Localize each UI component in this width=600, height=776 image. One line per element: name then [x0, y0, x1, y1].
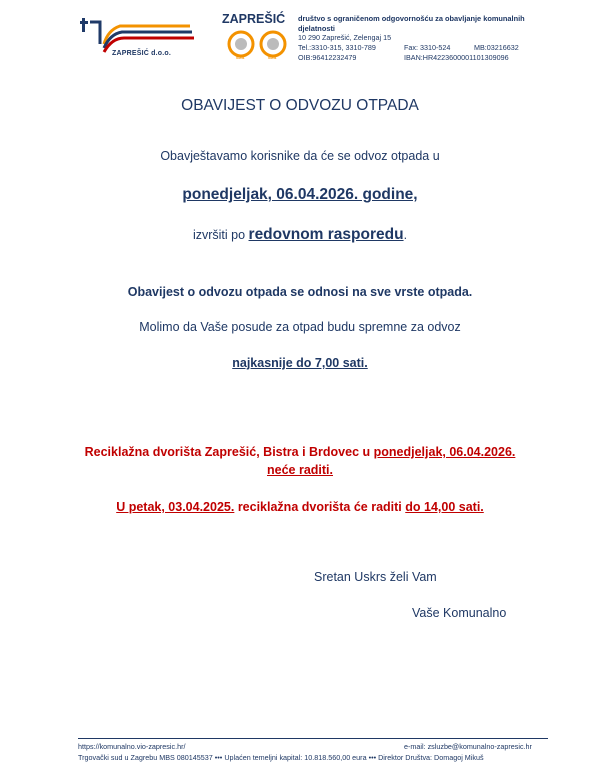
address: 10 290 Zaprešić, Zelengaj 15 [298, 33, 392, 42]
schedule-suffix: . [403, 228, 408, 242]
fax: Fax: 3310-524 [404, 43, 451, 52]
deadline-text: najkasnije do 7,00 sati. [232, 356, 368, 370]
sgs-certification-icon [227, 30, 255, 58]
signature: Vaše Komunalno [412, 606, 507, 620]
recycling-notice-line1 [0, 445, 600, 459]
friday-text: reciklažna dvorišta će raditi [234, 500, 406, 514]
cert-label: SGS [268, 55, 277, 60]
mb-number: MB:03216632 [474, 43, 519, 52]
iban: IBAN:HR4223600001101309096 [404, 53, 509, 62]
notice-title: OBAVIJEST O ODVOZU OTPADA [181, 97, 419, 114]
greeting: Sretan Uskrs želi Vam [314, 570, 437, 584]
sgs-certification-icon [259, 30, 287, 58]
footer-divider [78, 738, 548, 739]
applies-text: Obavijest o odvozu otpada se odnosi na sve vrste otpada. [127, 285, 473, 299]
telephone: Tel.:3310-315, 3310-789 [298, 43, 376, 52]
recycling-prefix: Reciklažna dvorišta Zaprešić, Bistra i Brdovec u [84, 445, 374, 459]
cert-label: SGS [236, 55, 245, 60]
email-link[interactable]: e-mail: zsluzbe@komunalno-zapresic.hr [404, 742, 532, 751]
schedule-text [0, 226, 600, 244]
schedule-emphasis: redovnom rasporedu [248, 226, 404, 243]
friday-date: U petak, 03.04.2025. [116, 500, 235, 514]
website-link[interactable]: https://komunalno.vio-zapresic.hr/ [78, 742, 186, 751]
oib-number: OIB:96412232479 [298, 53, 357, 62]
company-description: društvo s ograničenom odgovornošću za obavljanje komunalnih djelatnosti [298, 14, 525, 33]
logo-text: ZAPREŠIĆ d.o.o. [112, 50, 171, 57]
recycling-notice-line2: neće raditi. [267, 463, 333, 477]
schedule-prefix: izvršiti po [192, 228, 249, 242]
recycling-date: ponedjeljak, 06.04.2026. [373, 445, 516, 459]
collection-date: ponedjeljak, 06.04.2026. godine, [182, 186, 418, 203]
intro-text: Obavještavamo korisnike da će se odvoz otpada u [160, 149, 440, 163]
friday-time: do 14,00 sati. [405, 500, 484, 514]
brand-name: ZAPREŠIĆ [222, 12, 286, 26]
registry-info: Trgovački sud u Zagrebu MBS 080145537 ••• Uplaćen temeljni kapital: 10.818.560,00 eura ••• Direktor Društva: Domagoj Mikuš [78, 753, 484, 762]
friday-notice [0, 500, 600, 514]
request-text: Molimo da Vaše posude za otpad budu spremne za odvoz [139, 320, 461, 334]
